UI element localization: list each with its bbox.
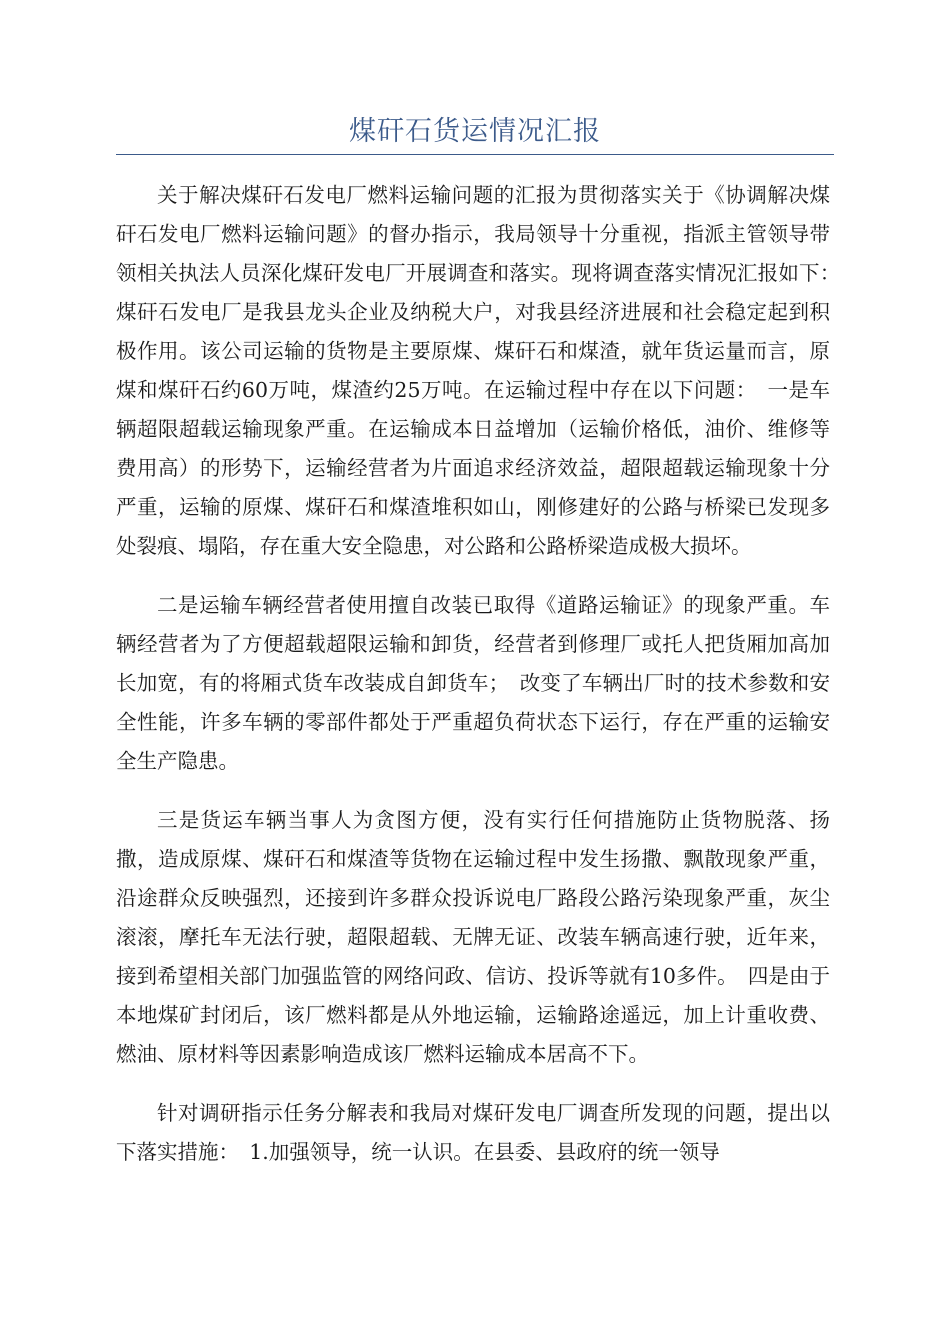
document-title: 煤矸石货运情况汇报 bbox=[349, 116, 601, 147]
paragraph-1: 关于解决煤矸石发电厂燃料运输问题的汇报为贯彻落实关于《协调解决煤矸石发电厂燃料运输问题》的督办指示，我局领导十分重视，指派主管领导带领相关执法人员深化煤矸发电厂开展调查和落实。现将调查落实情况汇报如下： 煤矸石发电厂是我县龙头企业及纳税大户，对我县经济进展和社会稳定起到积极作用。该公司运输的货物是主要原煤、煤矸石和煤渣，就年货运量而言，原煤和煤矸石约60万吨，煤渣约25万吨。在运输过程中存在以下问题： 一是车辆超限超载运输现象严重。在运输成本日益增加（运输价格低，油价、维修等费用高）的形势下，运输经营者为片面追求经济效益，超限超载运输现象十分严重，运输的原煤、煤矸石和煤渣堆积如山，刚修建好的公路与桥梁已发现多处裂痕、塌陷，存在重大安全隐患，对公路和公路桥梁造成极大损坏。 bbox=[116, 183, 871, 558]
paragraph-4: 针对调研指示任务分解表和我局对煤矸发电厂调查所发现的问题，提出以下落实措施： 1.加强领导，统一认识。在县委、县政府的统一领导 bbox=[116, 1101, 830, 1164]
paragraph-2: 二是运输车辆经营者使用擅自改装已取得《道路运输证》的现象严重。车辆经营者为了方便超载超限运输和卸货，经营者到修理厂或托人把货厢加高加长加宽，有的将厢式货车改装成自卸货车； 改变了车辆出厂时的技术参数和安全性能，许多车辆的零部件都处于严重超负荷状态下运行，存在严重的运输安全生产隐患。 bbox=[116, 593, 830, 773]
paragraph-3: 三是货运车辆当事人为贪图方便，没有实行任何措施防止货物脱落、扬撒，造成原煤、煤矸石和煤渣等货物在运输过程中发生扬撒、飘散现象严重，沿途群众反映强烈，还接到许多群众投诉说电厂路段公路污染现象严重，灰尘滚滚，摩托车无法行驶，超限超载、无牌无证、改装车辆高速行驶，近年来，接到希望相关部门加强监管的网络问政、信访、投诉等就有10多件。 四是由于本地煤矿封闭后，该厂燃料都是从外地运输，运输路途遥远，加上计重收费、燃油、原材料等因素影响造成该厂燃料运输成本居高不下。 bbox=[116, 808, 830, 1066]
title-underline bbox=[116, 154, 834, 155]
document-body bbox=[116, 176, 871, 1192]
